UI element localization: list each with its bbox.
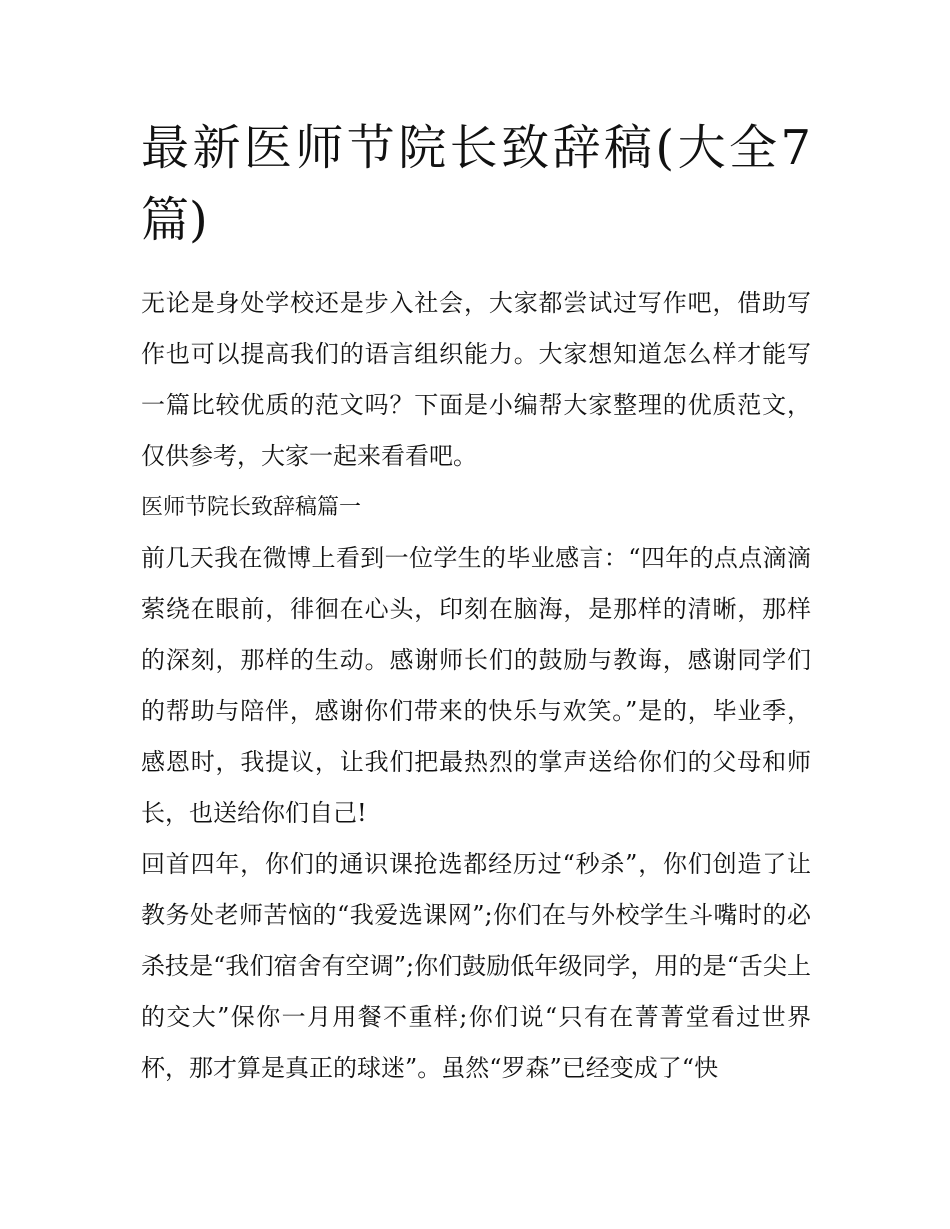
document-title: 最新医师节院长致辞稿(大全7篇) (141, 120, 811, 248)
section-heading: 医师节院长致辞稿篇一 (141, 495, 362, 520)
document-content (141, 112, 811, 1094)
intro-paragraph: 无论是身处学校还是步入社会，大家都尝试过写作吧，借助写作也可以提高我们的语言组织能力。大家想知道怎么样才能写一篇比较优质的范文吗？下面是小编帮大家整理的优质范文，仅供参考，大家一起来看看吧。 (141, 289, 811, 470)
document-body (141, 278, 811, 1094)
body-paragraph: 回首四年，你们的通识课抢选都经历过“秒杀”，你们创造了让教务处老师苦恼的“我爱选课网”;你们在与外校学生斗嘴时的必杀技是“我们宿舍有空调”;你们鼓励低年级同学，用的是“舌尖上的交大”保你一月用餐不重样;你们说“只有在菁菁堂看过世界杯，那才算是真正的球迷”。虽然“罗森”已经变成了“快 (141, 850, 811, 1082)
body-paragraph: 前几天我在微博上看到一位学生的毕业感言：“四年的点点滴滴萦绕在眼前，徘徊在心头，印刻在脑海，是那样的清晰，那样的深刻，那样的生动。感谢师长们的鼓励与教诲，感谢同学们的帮助与陪伴，感谢你们带来的快乐与欢笑。”是的，毕业季，感恩时，我提议，让我们把最热烈的掌声送给你们的父母和师长，也送给你们自己! (141, 544, 811, 827)
